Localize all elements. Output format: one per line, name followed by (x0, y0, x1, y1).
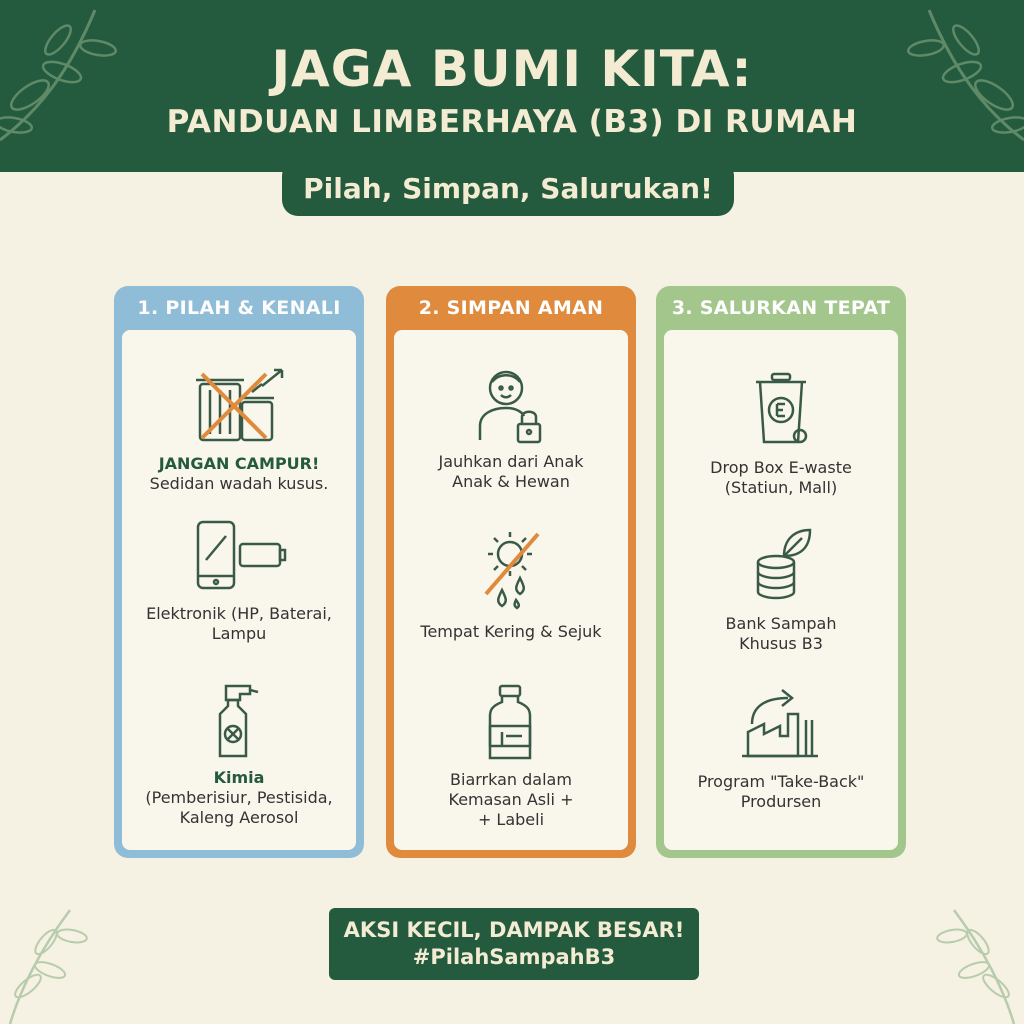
footer-hashtag: #PilahSampahB3 (412, 945, 616, 969)
item-caption: Prodursen (740, 792, 822, 811)
card-heading: 1. PILAH & KENALI (137, 297, 341, 319)
item-title: JANGAN CAMPUR! (158, 454, 320, 473)
footer-banner (329, 908, 699, 980)
header-band (0, 0, 1024, 172)
item-caption: Bank Sampah (725, 614, 837, 633)
labeled-bottle-icon (456, 682, 566, 762)
leaf-branch-icon (0, 890, 110, 1024)
item-caption: Elektronik (HP, Baterai, (146, 604, 332, 623)
tagline-pill: Pilah, Simpan, Salurukan! (282, 160, 734, 216)
coins-leaf-icon (726, 526, 836, 606)
mixed-bins-crossed-icon (184, 366, 294, 446)
page-subtitle: PANDUAN LIMBERHAYA (B3) DI RUMAH (166, 104, 858, 140)
item-caption: + Labeli (477, 810, 545, 829)
list-item (394, 682, 628, 830)
item-title: Kimia (213, 768, 265, 787)
list-item (394, 528, 628, 642)
item-caption: Jauhkan dari Anak (438, 452, 584, 471)
item-caption: Drop Box E-waste (710, 458, 852, 477)
item-caption: (Pemberisiur, Pestisida, (145, 788, 333, 807)
list-item (122, 516, 356, 644)
footer-slogan: AKSI KECIL, DAMPAK BESAR! (343, 918, 685, 942)
list-item (664, 684, 898, 812)
card-salurkan-tepat (656, 286, 906, 858)
list-item (664, 370, 898, 498)
item-caption: Tempat Kering & Sejuk (420, 622, 602, 641)
page-title: JAGA BUMI KITA: (271, 40, 753, 98)
item-caption: Lampu (211, 624, 267, 643)
ewaste-bin-icon (726, 370, 836, 450)
item-caption: (Statiun, Mall) (724, 478, 838, 497)
item-caption: Biarrkan dalam (450, 770, 572, 789)
item-caption: Kaleng Aerosol (179, 808, 299, 827)
spray-bottle-icon (184, 680, 294, 760)
item-caption: Sedidan wadah kusus. (149, 474, 329, 493)
list-item (664, 526, 898, 654)
leaf-branch-icon (914, 890, 1024, 1024)
no-sun-water-icon (456, 528, 566, 614)
item-caption: Kemasan Asli + (448, 790, 574, 809)
item-caption: Anak & Hewan (452, 472, 570, 491)
card-pilah-kenali (114, 286, 364, 858)
factory-return-icon (726, 684, 836, 764)
list-item (394, 364, 628, 492)
card-simpan-aman (386, 286, 636, 858)
card-heading: 3. SALURKAN TEPAT (671, 297, 891, 319)
list-item (122, 680, 356, 828)
item-caption: Program "Take-Back" (697, 772, 865, 791)
list-item (122, 366, 356, 494)
child-lock-icon (456, 364, 566, 444)
card-heading: 2. SIMPAN AMAN (418, 297, 604, 319)
item-caption: Khusus B3 (739, 634, 823, 653)
phone-battery-icon (184, 516, 294, 596)
